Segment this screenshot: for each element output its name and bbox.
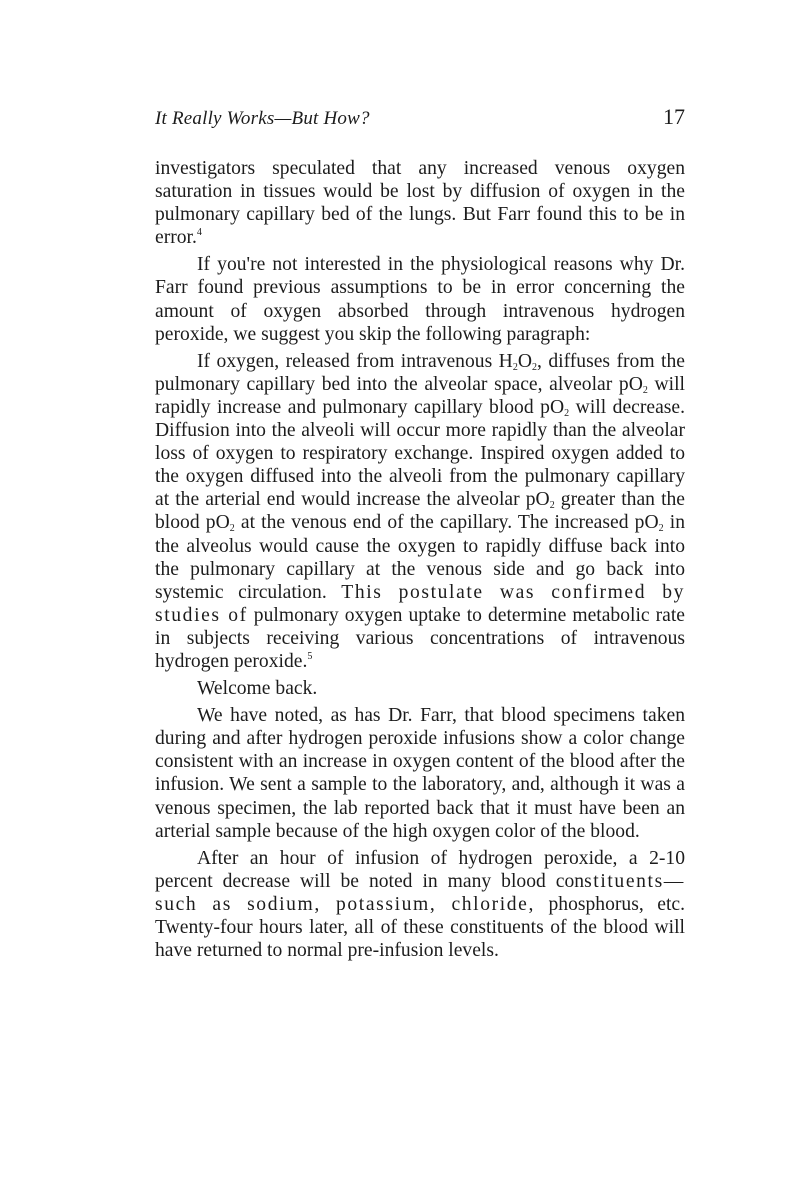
running-header <box>155 104 685 136</box>
text-run: After an hour of infusion of hydrogen peroxide, a 2-10 percent decrease will be noted in many blood con <box>155 847 685 892</box>
subscript: 2 <box>642 384 648 396</box>
book-page <box>155 0 685 1200</box>
paragraph-text: We have noted, as has Dr. Farr, that blood specimens taken during and after hydrogen peroxide infusions show a color change consistent with an increase in oxygen content of the blood after the infusion. We sent a sample to the laboratory, and, although it was a venous specimen, the lab reported back that it must have been an arterial sample because of the high oxygen color of the blood. <box>155 705 685 842</box>
paragraph-welcome-back <box>155 677 685 700</box>
text-run: pulmonary oxygen uptake to determine metabolic rate in subjects receiving various concentrations of intravenous hydrogen peroxide. <box>155 604 685 672</box>
paragraph-text: investigators speculated that any increased venous oxygen saturation in tissues would be lost by diffusion of oxygen in the pulmonary capillary bed of the lungs. But Farr found this to be in error. <box>155 158 685 249</box>
paragraph-text: Welcome back. <box>197 678 318 700</box>
text-run: greater than the blood pO <box>155 489 686 534</box>
subscript: 2 <box>658 523 664 535</box>
text-run: at the venous end of the capillary. The increased pO <box>234 512 659 534</box>
subscript: 2 <box>531 361 537 373</box>
text-run: , diffuses from the pulmonary capillary bed into the alveolar space, alveolar pO <box>155 350 685 395</box>
subscript: 2 <box>549 500 555 512</box>
text-run: in the alveolus would cause the oxygen to rapidly diffuse back into the pulmonary capillary at the venous side and go back into systemic circulation. <box>155 512 685 603</box>
text-run: O <box>517 350 532 372</box>
footnote-ref: 5 <box>307 650 313 662</box>
paragraph-skip-notice <box>155 253 685 345</box>
paragraph-continuation <box>155 157 685 249</box>
subscript: 2 <box>564 407 570 419</box>
text-run: stituents—such as sodium, potassium, chloride, <box>155 870 685 915</box>
subscript: 2 <box>512 361 518 373</box>
body-text <box>155 157 685 966</box>
paragraph-blood-specimens <box>155 704 685 843</box>
paragraph-infusion-results <box>155 847 685 962</box>
text-run: This postulate was confirmed by studies of <box>155 581 685 626</box>
text-run: If oxygen, released from intravenous H <box>197 350 513 372</box>
text-run: phosphorus, etc. Twenty-four hours later, all of these constituents of the blood will have returned to normal pre-infusion levels. <box>155 893 685 962</box>
paragraph-physiology <box>155 350 685 673</box>
page-number: 17 <box>663 104 685 129</box>
subscript: 2 <box>229 523 235 535</box>
footnote-ref: 4 <box>196 227 202 239</box>
text-run: will rapidly increase and pulmonary capillary blood pO <box>155 373 685 418</box>
paragraph-text: If you're not interested in the physiological reasons why Dr. Farr found previous assumptions to be in error concerning the amount of oxygen absorbed through intravenous hydrogen peroxide, we suggest you skip the following paragraph: <box>155 254 685 345</box>
text-run: will decrease. Diffusion into the alveoli will occur more rapidly than the alveolar loss of oxygen to respiratory exchange. Inspired oxygen added to the oxygen diffused into the alveoli from the pulmonary capillary at the arterial end would increase the alveolar pO <box>155 396 686 511</box>
running-title: It Really Works—But How? <box>155 108 370 129</box>
